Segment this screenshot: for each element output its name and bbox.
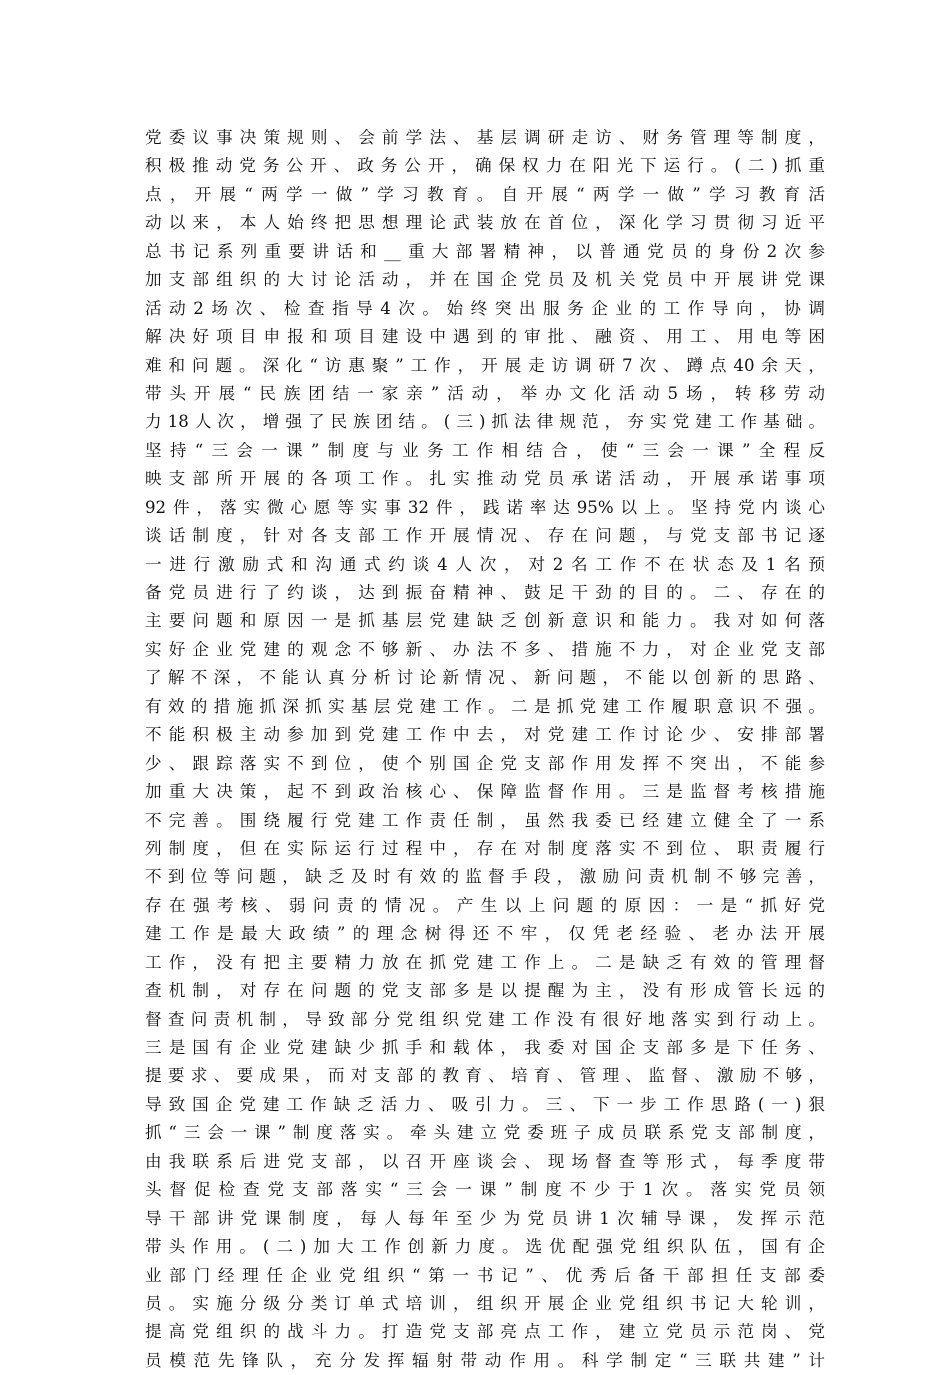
body-text	[145, 124, 825, 1375]
text-line: 督查问责机制，导致部分党组织党建工作没有很好地落实到行动上。	[145, 1009, 825, 1029]
text-line: 谈话制度，针对各支部工作开展情况、存在问题，与党支部书记逐	[145, 526, 825, 546]
text-line: 映支部所开展的各项工作。扎实推动党员承诺活动，开展承诺事项	[145, 469, 825, 489]
text-line: 员。实施分级分类订单式培训，组织开展企业党组织书记大轮训，	[145, 1293, 825, 1313]
text-line: 列制度，但在实际运行过程中，存在对制度落实不到位、职责履行	[145, 838, 825, 858]
text-line: 解决好项目申报和项目建设中遇到的审批、融资、用工、用电等困	[145, 327, 825, 347]
text-line: 导干部讲党课制度，每人每年至少为党员讲1次辅导课，发挥示范	[145, 1208, 825, 1228]
text-line: 存在强考核、弱问责的情况。产生以上问题的原因：一是“抓好党	[145, 895, 825, 915]
text-line: 查机制，对存在问题的党支部多是以提醒为主，没有形成管长远的	[145, 981, 825, 1001]
text-line: 导致国企党建工作缺乏活力、吸引力。三、下一步工作思路(一)狠	[145, 1094, 825, 1114]
text-line: 少、跟踪落实不到位，使个别国企党支部作用发挥不突出，不能参	[145, 753, 825, 773]
text-line: 实好企业党建的观念不够新、办法不多、措施不力，对企业党支部	[145, 639, 825, 659]
text-line: 三是国有企业党建缺少抓手和载体，我委对国企支部多是下任务、	[145, 1038, 825, 1057]
text-line: 抓“三会一课”制度落实。牵头建立党委班子成员联系党支部制度，	[145, 1123, 825, 1143]
text-line: 提要求、要成果，而对支部的教育、培育、管理、监督、激励不够，	[145, 1066, 825, 1086]
text-line: 由我联系后进党支部，以召开座谈会、现场督查等形式，每季度带	[145, 1151, 825, 1171]
text-line: 工作，没有把主要精力放在抓党建工作上。二是缺乏有效的管理督	[145, 952, 825, 972]
text-line: 积极推动党务公开、政务公开，确保权力在阳光下运行。(二)抓重	[145, 156, 825, 176]
text-line: 难和问题。深化“访惠聚”工作，开展走访调研7次、蹲点40余天，	[145, 355, 825, 375]
text-line: 不完善。围绕履行党建工作责任制，虽然我委已经建立健全了一系	[145, 810, 825, 830]
text-line: 提高党组织的战斗力。打造党支部亮点工作，建立党员示范岗、党	[145, 1322, 825, 1342]
text-line: 动以来，本人始终把思想理论武装放在首位，深化学习贯彻习近平	[145, 213, 825, 233]
text-line: 带头开展“民族团结一家亲”活动，举办文化活动5场，转移劳动	[145, 383, 825, 403]
text-line: 加支部组织的大讨论活动，并在国企党员及机关党员中开展讲党课	[145, 270, 825, 290]
text-line: 点，开展“两学一做”学习教育。自开展“两学一做”学习教育活	[145, 184, 825, 204]
text-line: 总书记系列重要讲话和__重大部署精神，以普通党员的身份2次参	[145, 241, 825, 261]
text-line: 带头作用。(二)加大工作创新力度。选优配强党组织队伍，国有企	[145, 1237, 825, 1257]
text-line: 建工作是最大政绩”的理念树得还不牢，仅凭老经验、老办法开展	[145, 924, 825, 944]
text-line: 力18人次，增强了民族团结。(三)抓法律规范，夯实党建工作基础。	[145, 412, 825, 432]
text-line: 备党员进行了约谈，达到振奋精神、鼓足干劲的目的。二、存在的	[145, 583, 825, 602]
text-line: 不能积极主动参加到党建工作中去，对党建工作讨论少、安排部署	[145, 725, 825, 745]
text-line: 员模范先锋队，充分发挥辐射带动作用。科学制定“三联共建”计	[145, 1350, 825, 1370]
text-line: 有效的措施抓深抓实基层党建工作。二是抓党建工作履职意识不强。	[145, 696, 825, 716]
text-line: 加重大决策，起不到政治核心、保障监督作用。三是监督考核措施	[145, 782, 825, 802]
text-line: 不到位等问题，缺乏及时有效的监督手段，激励问责机制不够完善，	[145, 867, 825, 887]
text-line: 一进行激励式和沟通式约谈4人次，对2名工作不在状态及1名预	[145, 554, 825, 574]
text-line: 头督促检查党支部落实“三会一课”制度不少于1次。落实党员领	[145, 1180, 825, 1200]
text-line: 业部门经理任企业党组织“第一书记”、优秀后备干部担任支部委	[145, 1265, 825, 1285]
text-line: 主要问题和原因一是抓基层党建缺乏创新意识和能力。我对如何落	[145, 611, 825, 631]
text-line: 坚持“三会一课”制度与业务工作相结合，使“三会一课”全程反	[145, 440, 825, 460]
text-line: 党委议事决策规则、会前学法、基层调研走访、财务管理等制度，	[145, 128, 825, 147]
text-line: 92件，落实微心愿等实事32件，践诺率达95%以上。坚持党内谈心	[145, 497, 825, 517]
text-line: 了解不深，不能认真分析讨论新情况、新问题，不能以创新的思路、	[145, 668, 825, 688]
text-line: 活动2场次、检查指导4次。始终突出服务企业的工作导向，协调	[145, 298, 825, 318]
